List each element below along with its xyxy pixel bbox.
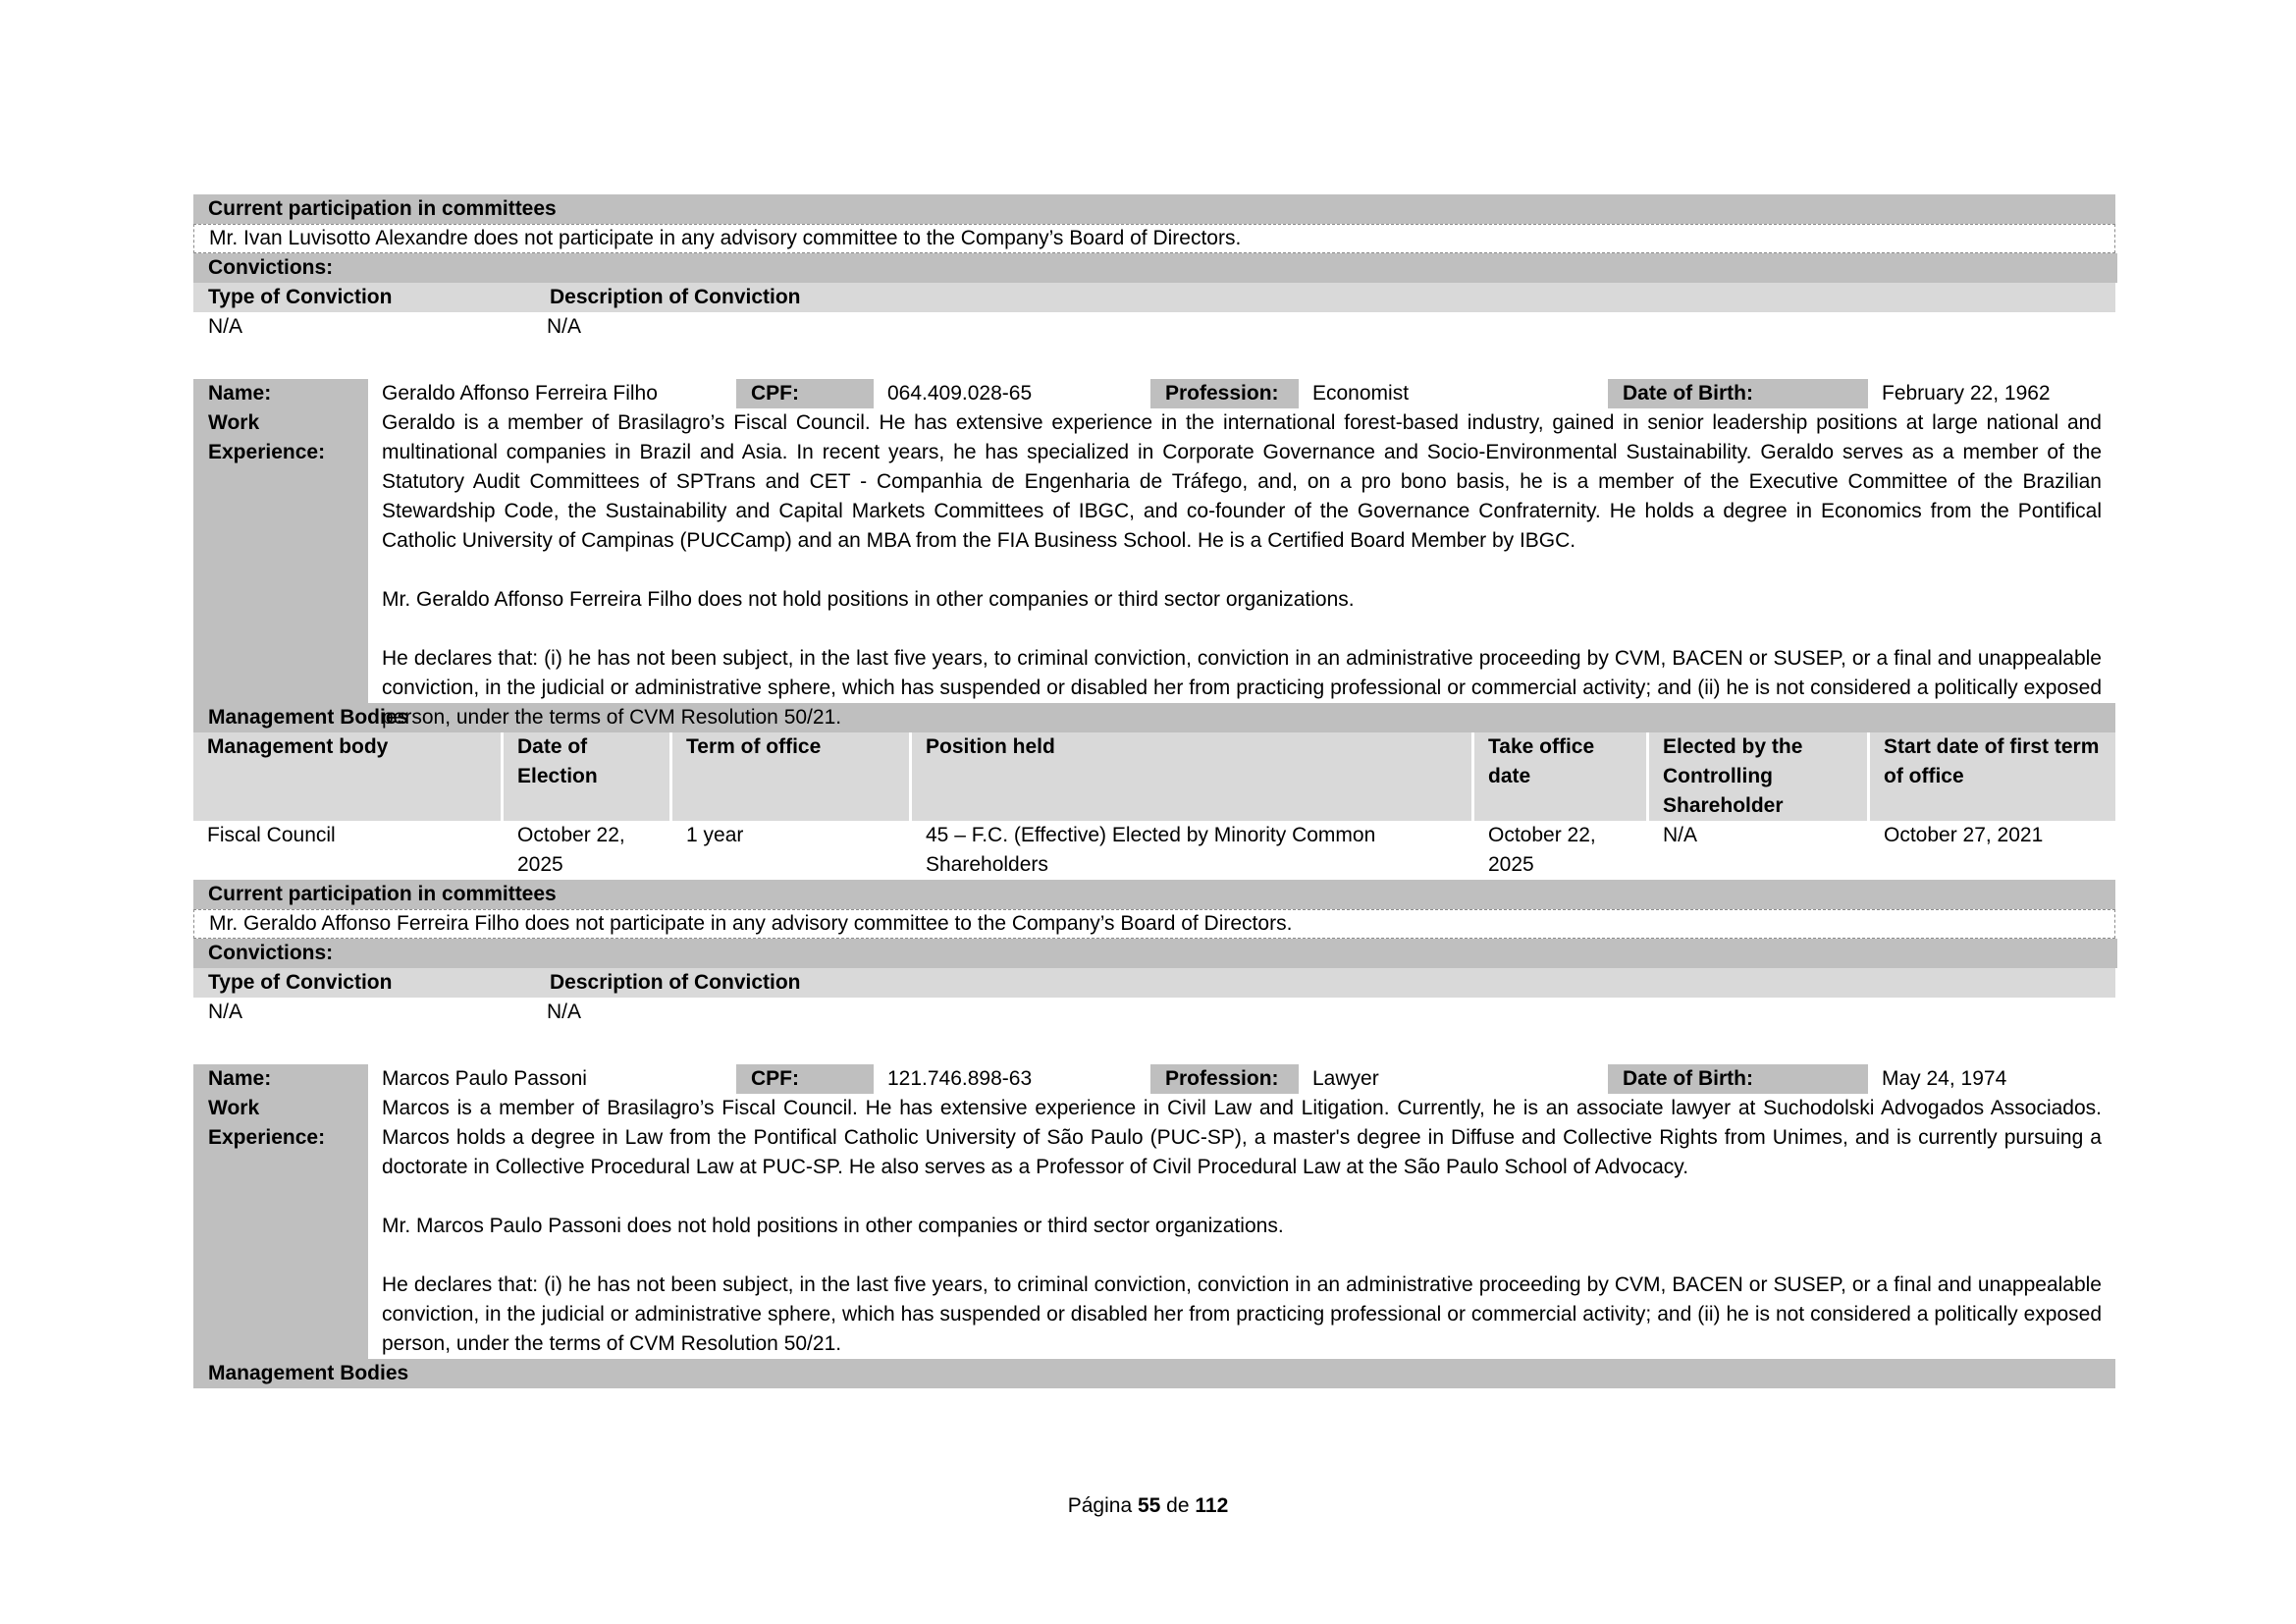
- committees-text: Mr. Ivan Luvisotto Alexandre does not participate in any advisory committee to the Company’s Board of Directors.: [193, 224, 2115, 253]
- conv-desc-header: Description of Conviction: [550, 971, 801, 994]
- mgmt-col: [193, 732, 504, 880]
- person1-id-row: [193, 379, 2115, 408]
- work-experience: [193, 1094, 2115, 1359]
- conv-desc-header: Description of Conviction: [550, 286, 801, 308]
- person-name: Marcos Paulo Passoni: [382, 1067, 587, 1090]
- management-bodies-header: Management Bodies: [193, 1359, 2115, 1388]
- work-label-line1: Work: [208, 1097, 260, 1119]
- work-experience-text: [368, 1094, 2115, 1359]
- profession-value: Lawyer: [1312, 1067, 1379, 1090]
- work-paragraph: Mr. Geraldo Affonso Ferreira Filho does not hold positions in other companies or third sector organizations.: [382, 588, 1355, 611]
- mgmt-col-header: Management body: [193, 732, 501, 821]
- footer-prefix: Página: [1067, 1494, 1133, 1517]
- dob-value: February 22, 1962: [1882, 382, 2051, 405]
- dob-label: Date of Birth:: [1608, 1064, 1868, 1094]
- name-label: Name:: [193, 379, 368, 408]
- management-bodies-header: Management Bodies: [193, 703, 2115, 732]
- dob-label: Date of Birth:: [1608, 379, 1868, 408]
- footer-page-number: 55: [1137, 1494, 1161, 1517]
- profession-label: Profession:: [1150, 1064, 1299, 1094]
- work-paragraph: Mr. Marcos Paulo Passoni does not hold positions in other companies or third sector organizations.: [382, 1215, 1284, 1237]
- work-label-line2: Experience:: [208, 1126, 326, 1149]
- conv-desc-value: N/A: [547, 315, 582, 338]
- mgmt-col: [1870, 732, 2115, 880]
- mgmt-col: [672, 732, 912, 880]
- conv-type-header: Type of Conviction: [208, 286, 393, 308]
- mgmt-col-header: Take office date: [1474, 732, 1646, 821]
- mgmt-cell: October 22, 2025: [1488, 824, 1596, 876]
- conv-type-value: N/A: [208, 315, 243, 338]
- person2-id-row: [193, 1064, 2115, 1094]
- work-paragraph: Marcos is a member of Brasilagro’s Fiscal Council. He has extensive experience in Civil Law and Litigation. Currently, he is an associate lawyer at Suchodolski Advogados Associados. Marcos holds a degree in Law from the Pontifical Catholic University of São Paulo (PUC-SP), a master's degree in Diffuse and Collective Rights from Unimes, and is currently pursuing a doctorate in Collective Procedural Law at PUC-SP. He also serves as a Professor of Civil Procedural Law at the São Paulo School of Advocacy.: [382, 1097, 2102, 1178]
- footer-middle: de: [1166, 1494, 1190, 1517]
- conv-type-header: Type of Conviction: [208, 971, 393, 994]
- work-experience-text: [368, 408, 2115, 729]
- cpf-value: 121.746.898-63: [887, 1067, 1033, 1090]
- person-name: Geraldo Affonso Ferreira Filho: [382, 382, 658, 405]
- work-experience-label: [193, 1094, 368, 1359]
- mgmt-col-header: Elected by the Controlling Shareholder: [1649, 732, 1867, 821]
- convictions-header: Convictions:: [193, 253, 2117, 283]
- mgmt-cell: 1 year: [686, 824, 744, 846]
- committees-header: Current participation in committees: [193, 194, 2115, 224]
- mgmt-cell: October 22, 2025: [517, 824, 625, 876]
- convictions-table-header: [193, 283, 2115, 312]
- mgmt-cell: October 27, 2021: [1884, 824, 2044, 846]
- cpf-value: 064.409.028-65: [887, 382, 1033, 405]
- conv-desc-value: N/A: [547, 1001, 582, 1023]
- management-table: [193, 732, 2115, 880]
- convictions-header: Convictions:: [193, 939, 2117, 968]
- document-page: [193, 194, 2115, 1388]
- page-footer: [0, 1494, 2296, 1518]
- mgmt-col: [1474, 732, 1649, 880]
- committees-text: Mr. Geraldo Affonso Ferreira Filho does not participate in any advisory committee to the Company’s Board of Directors.: [193, 909, 2115, 939]
- mgmt-col-header: Date of Election: [504, 732, 669, 821]
- profession-value: Economist: [1312, 382, 1410, 405]
- cpf-label: CPF:: [736, 379, 874, 408]
- work-paragraph: He declares that: (i) he has not been subject, in the last five years, to criminal conviction, conviction in an administrative proceeding by CVM, BACEN or SUSEP, or a final and unappealable conviction, in the judicial or administrative sphere, which has suspended or disabled her from practicing professional or commercial activity; and (ii) he is not considered a politically exposed person, under the terms of CVM Resolution 50/21.: [382, 1273, 2102, 1355]
- convictions-table-header: [193, 968, 2115, 998]
- mgmt-col-header: Term of office: [672, 732, 909, 821]
- dob-value: May 24, 1974: [1882, 1067, 2007, 1090]
- cpf-label: CPF:: [736, 1064, 874, 1094]
- convictions-table-row: [193, 312, 2115, 342]
- mgmt-col: [1649, 732, 1870, 880]
- work-label-line2: Experience:: [208, 441, 326, 463]
- mgmt-col-header: Start date of first term of office: [1870, 732, 2115, 821]
- profession-label: Profession:: [1150, 379, 1299, 408]
- mgmt-col: [504, 732, 672, 880]
- work-paragraph: Geraldo is a member of Brasilagro’s Fiscal Council. He has extensive experience in the international forest-based industry, gained in senior leadership positions at large national and multinational companies in Brazil and Asia. In recent years, he has specialized in Corporate Governance and Socio-Environmental Sustainability. Geraldo serves as a member of the Statutory Audit Committees of SPTrans and CET - Companhia de Engenharia de Tráfego, and, on a pro bono basis, he is a member of the Executive Committee of the Brazilian Stewardship Code, the Sustainability and Capital Markets Committees of IBGC, and co-founder of the Governance Confraternity. He holds a degree in Economics from the Pontifical Catholic University of Campinas (PUCCamp) and an MBA from the FIA Business School. He is a Certified Board Member by IBGC.: [382, 411, 2102, 552]
- mgmt-cell: Fiscal Council: [207, 824, 336, 846]
- mgmt-cell: 45 – F.C. (Effective) Elected by Minority Common Shareholders: [926, 824, 1376, 876]
- work-experience-label: [193, 408, 368, 703]
- conv-type-value: N/A: [208, 1001, 243, 1023]
- mgmt-col: [912, 732, 1474, 880]
- name-label: Name:: [193, 1064, 368, 1094]
- work-paragraph: He declares that: (i) he has not been subject, in the last five years, to criminal conviction, conviction in an administrative proceeding by CVM, BACEN or SUSEP, or a final and unappealable conviction, in the judicial or administrative sphere, which has suspended or disabled her from practicing professional or commercial activity; and (ii) he is not considered a politically exposed person, under the terms of CVM Resolution 50/21.: [382, 647, 2102, 729]
- committees-header: Current participation in committees: [193, 880, 2115, 909]
- mgmt-cell: N/A: [1663, 824, 1698, 846]
- mgmt-col-header: Position held: [912, 732, 1471, 821]
- footer-page-total: 112: [1195, 1494, 1229, 1517]
- convictions-table-row: [193, 998, 2115, 1027]
- work-label-line1: Work: [208, 411, 260, 434]
